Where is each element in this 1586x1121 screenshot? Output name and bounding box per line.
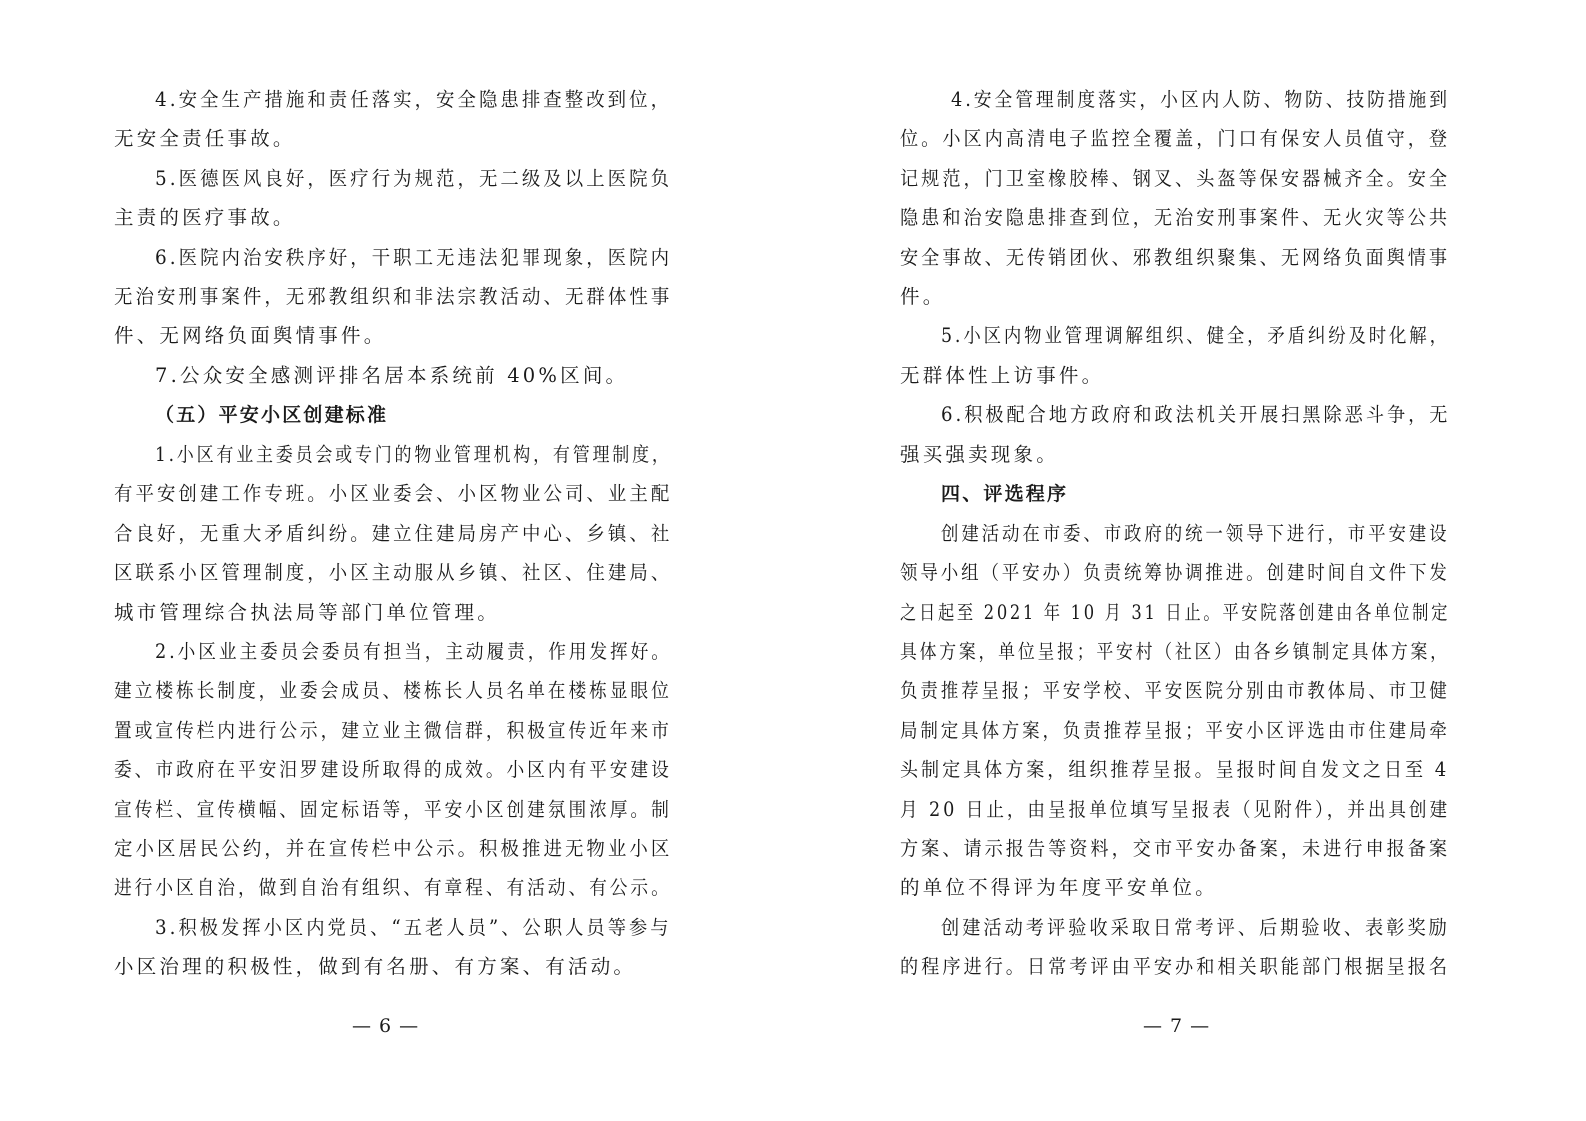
text-line: 位。小区内高清电子监控全覆盖，门口有保安人员值守，登 <box>900 127 1451 150</box>
right-page <box>793 0 1586 1121</box>
text-line: 件。 <box>900 285 946 308</box>
text-line: 的单位不得评为年度平安单位。 <box>900 876 1218 899</box>
text-line: 件、无网络负面舆情事件。 <box>114 324 387 347</box>
section-heading: 四、评选程序 <box>941 483 1069 505</box>
text-line: 委、市政府在平安汨罗建设所取得的成效。小区内有平安建设 <box>114 758 672 781</box>
text-line: 进行小区自治，做到自治有组织、有章程、有活动、有公示。 <box>114 876 672 899</box>
text-line: 主责的医疗事故。 <box>114 206 296 229</box>
text-line: 记规范，门卫室橡胶棒、钢叉、头盔等保安器械齐全。安全 <box>900 167 1451 190</box>
text-line: 6.医院内治安秩序好，干职工无违法犯罪现象，医院内 <box>155 246 673 269</box>
text-line: 无治安刑事案件，无邪教组织和非法宗教活动、无群体性事 <box>114 285 673 308</box>
text-line: 4.安全管理制度落实，小区内人防、物防、技防措施到 <box>951 88 1450 111</box>
text-line: 隐患和治安隐患排查到位，无治安刑事案件、无火灾等公共 <box>900 206 1451 229</box>
text-line: 置或宣传栏内进行公示，建立业主微信群，积极宣传近年来市 <box>114 719 672 742</box>
text-line: 领导小组（平安办）负责统筹协调推进。创建时间自文件下发 <box>900 561 1450 584</box>
text-line: 具体方案，单位呈报；平安村（社区）由各乡镇制定具体方案， <box>900 640 1450 663</box>
text-line: 小区治理的积极性，做到有名册、有方案、有活动。 <box>114 955 637 978</box>
text-line: 5.医德医风良好，医疗行为规范，无二级及以上医院负 <box>155 167 673 190</box>
text-line: 2.小区业主委员会委员有担当，主动履责，作用发挥好。 <box>155 640 672 663</box>
text-line: 的程序进行。日常考评由平安办和相关职能部门根据呈报名 <box>900 955 1451 978</box>
text-line: 局制定具体方案，负责推荐呈报；平安小区评选由市住建局牵 <box>900 719 1450 742</box>
text-line: 安全事故、无传销团伙、邪教组织聚集、无网络负面舆情事 <box>900 246 1451 269</box>
text-line: 头制定具体方案，组织推荐呈报。呈报时间自发文之日至 4 <box>900 758 1450 781</box>
page-number: — 6 — <box>352 1015 420 1037</box>
text-line: 有平安创建工作专班。小区业委会、小区物业公司、业主配 <box>114 482 673 505</box>
text-line: 3.积极发挥小区内党员、“五老人员”、公职人员等参与 <box>155 916 672 939</box>
text-line: 城市管理综合执法局等部门单位管理。 <box>114 601 500 624</box>
text-line: 5.小区内物业管理调解组织、健全，矛盾纠纷及时化解， <box>941 324 1450 347</box>
text-line: 7.公众安全感测评排名居本系统前 40%区间。 <box>155 364 629 387</box>
text-line: 定小区居民公约，并在宣传栏中公示。积极推进无物业小区 <box>114 837 673 860</box>
text-line: 之日起至 2021 年 10 月 31 日止。平安院落创建由各单位制定 <box>900 601 1451 624</box>
text-line: 6.积极配合地方政府和政法机关开展扫黑除恶斗争，无 <box>941 403 1451 426</box>
text-line: 无安全责任事故。 <box>114 127 296 150</box>
text-line: 负责推荐呈报；平安学校、平安医院分别由市教体局、市卫健 <box>900 679 1450 702</box>
text-line: 4.安全生产措施和责任落实，安全隐患排查整改到位， <box>155 88 673 111</box>
page-number: — 7 — <box>1143 1015 1211 1037</box>
text-line: 1.小区有业主委员会或专门的物业管理机构，有管理制度， <box>155 443 672 466</box>
text-line: 方案、请示报告等资料，交市平安办备案，未进行申报备案 <box>900 837 1451 860</box>
text-line: 创建活动在市委、市政府的统一领导下进行，市平安建设 <box>941 522 1450 545</box>
section-heading: （五）平安小区创建标准 <box>155 404 389 426</box>
text-line: 无群体性上访事件。 <box>900 364 1105 387</box>
text-line: 强买强卖现象。 <box>900 443 1059 466</box>
text-line: 区联系小区管理制度，小区主动服从乡镇、社区、住建局、 <box>114 561 673 584</box>
text-line: 宣传栏、宣传横幅、固定标语等，平安小区创建氛围浓厚。制 <box>114 798 672 821</box>
text-line: 月 20 日止，由呈报单位填写呈报表（见附件），并出具创建 <box>900 798 1451 821</box>
text-line: 建立楼栋长制度，业委会成员、楼栋长人员名单在楼栋显眼位 <box>114 679 672 702</box>
text-line: 创建活动考评验收采取日常考评、后期验收、表彰奖励 <box>941 916 1450 939</box>
text-line: 合良好，无重大矛盾纠纷。建立住建局房产中心、乡镇、社 <box>114 522 673 545</box>
